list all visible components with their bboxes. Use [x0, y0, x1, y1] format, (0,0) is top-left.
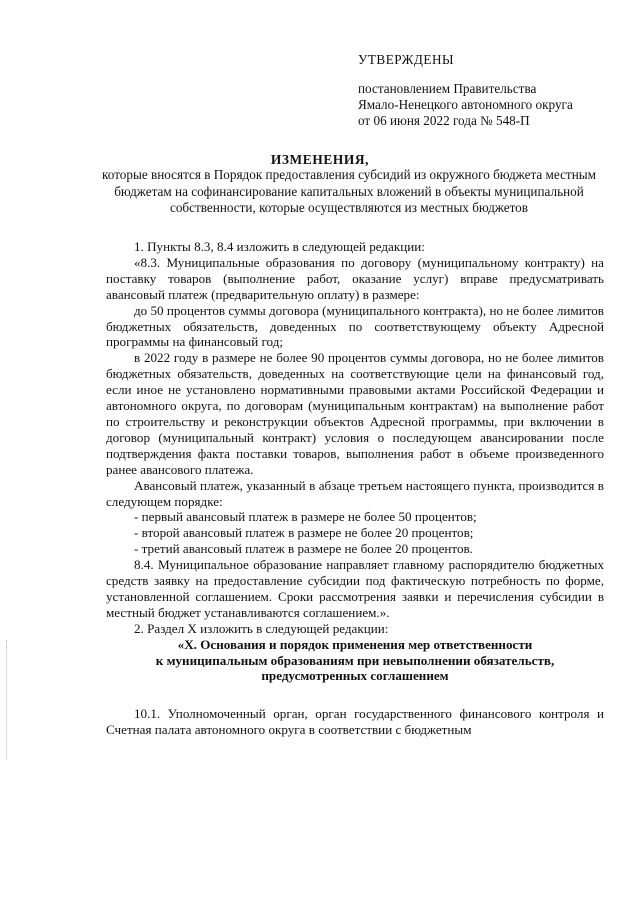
paragraph-8-4: 8.4. Муниципальное образование направляет главному распорядителю бюджетных средств заявку на предоставление субсидии под фактическую потребность по форме, установленной соглашением. Сроки рассмотрения заявки и перечисления субсидии в местный бюджет устанавливаются соглашением.».: [106, 557, 604, 620]
list-item-second-payment: - второй авансовый платеж в размере не более 20 процентов;: [134, 525, 474, 541]
list-item-first-payment: - первый авансовый платеж в размере не более 50 процентов;: [134, 509, 477, 525]
approval-line-3: от 06 июня 2022 года № 548-П: [358, 113, 530, 128]
list-item-third-payment: - третий авансовый платеж в размере не более 20 процентов.: [134, 541, 473, 557]
paragraph-2022: в 2022 году в размере не более 90 процентов суммы договора, но не более лимитов бюджетных обязательств, доведенных на соответствующие цели на финансовый год, если иное не установлено нормативными правовыми актами Российской Федерации и автономного округа, по договорам (муниципальным контрактам) на выполнение работ по строительству и реконструкции объектов Адресной программы, при включении в договор (муниципальный контракт) условия о последующем авансировании после подтверждения факта поставки товаров, выполнения работ в объеме произведенного ранее авансового платежа.: [106, 350, 604, 477]
document-title: ИЗМЕНЕНИЯ,: [270, 152, 370, 167]
paragraph-10-1: 10.1. Уполномоченный орган, орган государственного финансового контроля и Счетная палата автономного округа в соответствии с бюджетным: [106, 706, 604, 738]
section-heading-line-2: к муниципальным образованиям при невыполнении обязательств,: [155, 652, 555, 668]
approval-line-1: постановлением Правительства: [358, 81, 537, 96]
paragraph-up-to-50: до 50 процентов суммы договора (муниципального контракта), но не более лимитов бюджетных обязательств, доведенных по соответствующему объекту Адресной программы на финансовый год;: [106, 302, 604, 350]
section-heading-line-1: «X. Основания и порядок применения мер ответственности: [177, 636, 533, 652]
paragraph-item-2: 2. Раздел X изложить в следующей редакции:: [134, 620, 389, 636]
margin-scan-marks: [6, 640, 9, 760]
approval-line-2: Ямало-Ненецкого автономного округа: [358, 97, 573, 112]
section-heading-line-3: предусмотренных соглашением: [261, 668, 449, 684]
paragraph-advance-order: Авансовый платеж, указанный в абзаце третьем настоящего пункта, производится в следующем порядке:: [106, 477, 604, 509]
paragraph-8-3: «8.3. Муниципальные образования по договору (муниципальному контракту) на поставку товаров (выполнение работ, оказание услуг) вправе предусматривать авансовый платеж (предварительную оплату) в размере:: [106, 254, 604, 302]
approval-block: [358, 52, 628, 129]
document-subtitle: которые вносятся в Порядок предоставления субсидий из окружного бюджета местным бюджетам на софинансирование капитальных вложений в объекты муниципальной собственности, которые осуществляются из местных бюджетов: [102, 167, 596, 215]
paragraph-item-1: 1. Пункты 8.3, 8.4 изложить в следующей редакции:: [134, 239, 425, 254]
approval-heading: УТВЕРЖДЕНЫ: [358, 52, 455, 67]
document-body: [106, 239, 604, 738]
spacer: [106, 684, 604, 706]
